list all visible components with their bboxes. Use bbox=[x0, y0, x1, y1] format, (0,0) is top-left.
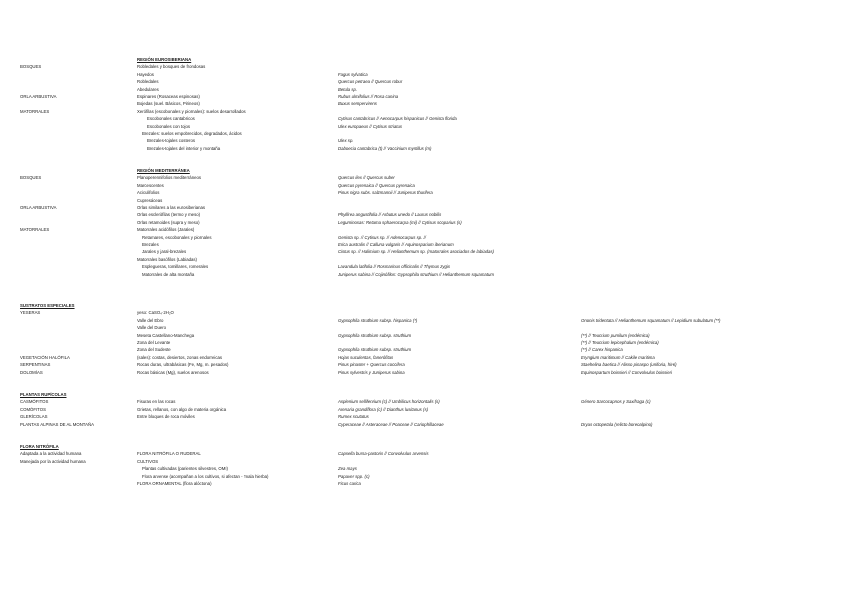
description-cell: Escobonales cantabricos bbox=[147, 116, 195, 122]
category-label: BOSQUES bbox=[20, 175, 42, 181]
species-extra-cell: Dryas octopetala (relicto boreoalpino) bbox=[581, 421, 653, 427]
species-cell: Erica australis // Calluna vulgaris // Aquinosparium iberianum bbox=[338, 242, 454, 247]
species-cell: Asplenium sellifenrium (c) // Umbilicus horizontalis (s) bbox=[338, 399, 440, 405]
species-cell: Ulex sp. bbox=[338, 138, 354, 144]
species-cell: Cistus sp. // Halimium sp. // Helianthemum sp. (matorrales asociados de labiadas) bbox=[338, 249, 494, 255]
category-label: VEGETACIÓN HALÓFILA bbox=[20, 354, 70, 360]
description-cell: Robledales bbox=[137, 79, 159, 85]
table-row bbox=[0, 466, 848, 472]
species-cell: Genista sp. // Cytisus sp. // Adenocarpus sp. // bbox=[338, 234, 426, 240]
section-heading: REGIÓN MEDITERRÁNEA bbox=[137, 168, 190, 173]
table-row bbox=[0, 355, 848, 361]
section-heading: FLORA NITRÓFILA bbox=[20, 444, 59, 449]
table-row bbox=[0, 175, 848, 181]
table-row bbox=[0, 392, 848, 398]
species-cell: Quercus petraea // Quercus robur bbox=[338, 79, 403, 85]
table-row bbox=[0, 64, 848, 70]
species-cell: Papaver spp. (c) bbox=[338, 473, 370, 479]
section-heading: SUSTRATOS ESPECIALES bbox=[20, 303, 75, 308]
species-cell: Pinus pinaster + Quercus coccifera bbox=[338, 362, 405, 368]
table-row bbox=[0, 325, 848, 331]
species-cell: Gypsophila struthium subsp. hispanica (*) bbox=[338, 317, 418, 323]
species-cell: Pinus sylvestris y Juniperus sabina bbox=[338, 369, 405, 375]
description-cell: Grietas, rellanos, con algo de materia orgánica bbox=[137, 406, 227, 412]
table-row bbox=[0, 333, 848, 339]
species-cell: Ulex europaeus // Cytisus striatus bbox=[338, 123, 403, 129]
description-cell: Jarales y jaral-brezales bbox=[142, 249, 187, 255]
table-row bbox=[0, 138, 848, 144]
table-row bbox=[0, 399, 848, 405]
table-row bbox=[0, 340, 848, 346]
table-row bbox=[0, 474, 848, 480]
description-cell: Espinares (Rosaceas espinosas) bbox=[137, 94, 200, 99]
species-cell: Leguminosas: Retama sphaerocarpa (mi) // Cytisus scoparius (s) bbox=[338, 219, 462, 225]
description-cell: Plantas cultivadas (parientes silvestres, OMI) bbox=[142, 466, 228, 472]
table-row bbox=[0, 370, 848, 376]
table-row bbox=[0, 212, 848, 218]
species-cell: Gypsophila struthium subsp. struthium bbox=[338, 347, 412, 353]
description-cell: Brezales: suelos empobrecidos, degradados, ácidos bbox=[142, 131, 242, 136]
description-cell: Marcescentes bbox=[137, 182, 164, 188]
description-cell: Zona del Levante bbox=[137, 340, 171, 345]
table-row bbox=[0, 444, 848, 450]
description-cell: Escobonales con tojos bbox=[147, 123, 190, 129]
table-row bbox=[0, 57, 848, 63]
description-cell: Matorrales de alta montaña bbox=[142, 271, 195, 277]
species-extra-cell: Ononis tridentata // Helianthemum squamatum // Lepidium subulatum (**) bbox=[581, 317, 721, 323]
description-cell: Rocas duras, ultrabásicas (Fe, Mg, m. pesados) bbox=[137, 362, 229, 368]
species-cell: Juniperus sabina // Cojinófilos: Gypsophila struthium // Helianthemum squamatum bbox=[338, 271, 494, 277]
description-cell: Rocas básicas (Mg), suelos arenosos bbox=[137, 369, 209, 375]
table-row bbox=[0, 116, 848, 122]
table-row bbox=[0, 272, 848, 278]
category-label: MATORRALES bbox=[20, 108, 50, 114]
species-cell: Zea mays bbox=[338, 466, 357, 472]
table-row bbox=[0, 414, 848, 420]
species-cell: Phyllirea angustifolia // Arbutus unedo // Laurus nobilis bbox=[338, 212, 442, 218]
category-label: Adaptada a la actividad humana bbox=[20, 451, 82, 457]
description-cell: Xerófilas (escobonales y piornales): suelos desarrollados bbox=[137, 108, 246, 114]
species-cell: Quercus pyrenaica // Quercus pyrenaica bbox=[338, 182, 415, 188]
section-heading: REGIÓN EUROSIBERIANA bbox=[137, 57, 192, 62]
description-cell: Entre bloques de roca móviles bbox=[137, 414, 195, 420]
table-row bbox=[0, 220, 848, 226]
table-row bbox=[0, 198, 848, 204]
species-extra-cell: (**) // Teucrium pumilum (endémica) bbox=[581, 332, 650, 338]
description-cell: Hayedos bbox=[137, 71, 154, 77]
species-extra-cell: Género Sarcocapnos y Saxifraga (c) bbox=[581, 399, 651, 405]
table-row bbox=[0, 451, 848, 457]
table-row bbox=[0, 242, 848, 248]
table-row bbox=[0, 183, 848, 189]
table-row bbox=[0, 257, 848, 263]
section-heading: PLANTAS RUPÍCOLAS bbox=[20, 392, 67, 397]
table-row bbox=[0, 79, 848, 85]
table-row bbox=[0, 87, 848, 93]
description-cell: Orlas similares a las eurosiberianas bbox=[137, 205, 206, 210]
table-row bbox=[0, 303, 848, 309]
description-cell: Orlas escleròfilas (termo y meso) bbox=[137, 212, 201, 218]
description-cell: Matorrales basófilos (Labiadas) bbox=[137, 256, 197, 262]
species-cell: Hojas suculentas, fanerófitas bbox=[338, 354, 394, 360]
table-row bbox=[0, 205, 848, 211]
category-label: GLERÍCOLAS bbox=[20, 414, 48, 420]
table-row bbox=[0, 131, 848, 137]
category-label: Manejada por la actividad humana bbox=[20, 458, 86, 464]
table-row bbox=[0, 481, 848, 487]
species-cell: Gypsophila struthium subsp. struthium bbox=[338, 332, 412, 338]
category-label: SERPENTINAS bbox=[20, 362, 51, 368]
species-cell: Daboecia cantabrica (t) // Vaccinium myrtillus (m) bbox=[338, 145, 432, 151]
species-extra-cell: Staehelina baetica // Alisso pinaspo (uniforia, hiHi) bbox=[581, 362, 677, 368]
description-cell: Abedulares bbox=[137, 86, 159, 92]
table-row bbox=[0, 459, 848, 465]
species-extra-cell: Eryngium maritimum // Cakile maritima bbox=[581, 354, 655, 360]
description-cell: Valle del Ebro bbox=[137, 317, 164, 323]
table-row bbox=[0, 362, 848, 368]
category-label: COMÓFITOS bbox=[20, 406, 46, 412]
category-label: YESERAS bbox=[20, 310, 41, 316]
category-label: CASMÓFITOS bbox=[20, 399, 49, 405]
category-label: BOSQUES bbox=[20, 64, 42, 70]
species-cell: Pinus nigra subs. salzmannii // Juniperus thurifera bbox=[338, 190, 433, 196]
description-cell: (sales): costas, desiertos, zonas endorreicas bbox=[137, 354, 223, 360]
table-row bbox=[0, 235, 848, 241]
description-cell: Brezales-tojales del interior y montaña bbox=[147, 145, 221, 151]
species-cell: Lavandula latifolia // Rosmarinus officinalis // Thymus zygis bbox=[338, 264, 451, 270]
table-row bbox=[0, 347, 848, 353]
table-row bbox=[0, 168, 848, 174]
species-cell: Ficus carica bbox=[338, 481, 361, 486]
description-cell: CULTIVOS bbox=[137, 458, 159, 464]
description-cell: Brezales bbox=[142, 242, 159, 247]
description-cell: Cupresáceas bbox=[137, 197, 163, 203]
table-row bbox=[0, 249, 848, 255]
table-row bbox=[0, 407, 848, 413]
description-cell: Zona del Sudeste bbox=[137, 347, 171, 353]
description-cell: Matorrales acidófilos (Jarales) bbox=[137, 227, 195, 233]
table-row bbox=[0, 72, 848, 78]
species-cell: Rumex scutatus bbox=[338, 414, 369, 420]
table-row bbox=[0, 109, 848, 115]
species-cell: Arenaria grandiflora (c) // Dianthus lusitanus (s) bbox=[338, 406, 429, 412]
species-extra-cell: Equinospartum boissieri // Convolvulus boissieri bbox=[581, 369, 672, 375]
category-label: DOLOMÍAS bbox=[20, 369, 43, 375]
category-label: PLANTAS ALPINAS DE AL MONTAÑA bbox=[20, 421, 94, 427]
description-cell: Aciculifolios bbox=[137, 190, 160, 196]
table-row bbox=[0, 124, 848, 130]
species-extra-cell: (**) // Carex hispanica bbox=[581, 347, 623, 353]
species-cell: Capsella bursa-pastoris // Convolvulus arvensis bbox=[338, 451, 429, 457]
table-row bbox=[0, 264, 848, 270]
description-cell: yeso: CaSO₄·2H₂O bbox=[137, 310, 174, 316]
description-cell: Planoperennifolios mediterráneos bbox=[137, 175, 202, 181]
description-cell: Flora arvense (acompañan a los cultivos, si afectan - 'mala hierba) bbox=[142, 473, 269, 479]
table-row bbox=[0, 227, 848, 233]
species-cell: Quercus ilex // Quercus suber bbox=[338, 175, 395, 181]
description-cell: Brezales-tojales costeros bbox=[147, 138, 196, 144]
table-row bbox=[0, 101, 848, 107]
species-cell: Cyperaceae // Asteraceae // Poaceae // Cariophillaceae bbox=[338, 421, 444, 427]
description-cell: Robledales y bosques de frondosas bbox=[137, 64, 206, 70]
table-row bbox=[0, 94, 848, 100]
category-label: MATORRALES bbox=[20, 227, 50, 233]
table-row bbox=[0, 146, 848, 152]
description-cell: Retamares, escobonales y piornales bbox=[142, 234, 212, 240]
description-cell: FLORA NITRÓFILA O RUDERAL bbox=[137, 451, 201, 457]
description-cell: Bojedas (suel. Básicos, Pirineos) bbox=[137, 101, 200, 107]
category-label: ORLA ARBUSTIVA bbox=[20, 205, 57, 210]
description-cell: Valle del Duero bbox=[137, 325, 167, 331]
species-cell: Cytisus cantabricus // Aenocarpus hispanicus // Genista florida bbox=[338, 116, 457, 122]
species-cell: Betula sp. bbox=[338, 86, 358, 92]
description-cell: Esplegueras, tomillares, romerales bbox=[142, 264, 209, 270]
description-cell: Meseta Castellano-Manchega bbox=[137, 332, 195, 338]
species-cell: Rubus ulmifolius // Rosa canina bbox=[338, 94, 399, 99]
category-label: ORLA ARBUSTIVA bbox=[20, 94, 57, 99]
table-row bbox=[0, 422, 848, 428]
species-extra-cell: (**) // Teucrium lepicephalum (endémica) bbox=[581, 340, 659, 345]
description-cell: Orlas retamoides (supra y meso) bbox=[137, 219, 200, 225]
table-row bbox=[0, 318, 848, 324]
description-cell: FLORA ORNAMENTAL (flora alóctona) bbox=[137, 481, 212, 486]
species-cell: Fagus sylvatica bbox=[338, 71, 368, 77]
table-row bbox=[0, 190, 848, 196]
species-cell: Buxus sempervirens bbox=[338, 101, 377, 107]
description-cell: Fisuras en las rocas bbox=[137, 399, 176, 405]
table-row bbox=[0, 310, 848, 316]
